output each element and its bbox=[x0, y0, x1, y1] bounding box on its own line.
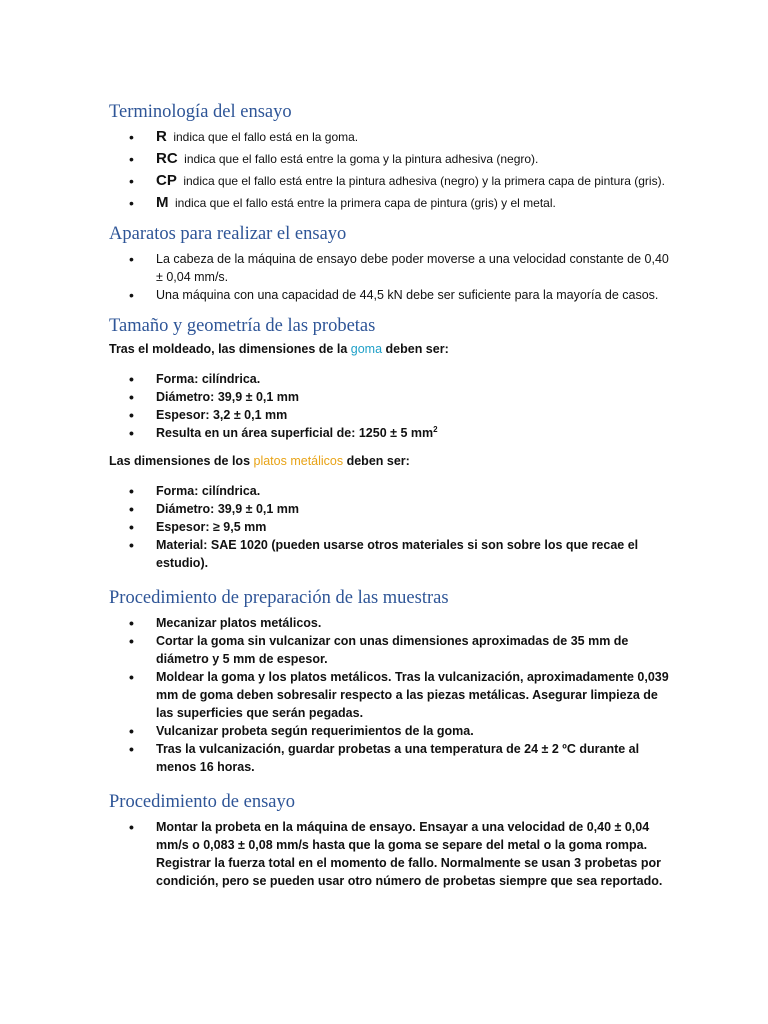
list-item: • Espesor: 3,2 ± 0,1 mm bbox=[109, 406, 669, 424]
list-item: • Cortar la goma sin vulcanizar con unas dimensiones aproximadas de 35 mm de diámetro y 5 mm de espesor. bbox=[109, 632, 669, 668]
section-title-terminology: Terminología del ensayo bbox=[109, 102, 292, 122]
section-geometry bbox=[109, 314, 669, 572]
procedure-list bbox=[109, 818, 669, 890]
rubber-word: goma bbox=[350, 342, 383, 356]
list-item: • Vulcanizar probeta según requerimientos de la goma. bbox=[109, 722, 669, 740]
plates-intro-post: deben ser: bbox=[343, 454, 410, 468]
term-text: indica que el fallo está entre la pintura adhesiva (negro) y la primera capa de pintura (gris). bbox=[183, 174, 665, 188]
preparation-list bbox=[109, 614, 669, 776]
rubber-area-text: Resulta en un área superficial de: 1250 ± 5 mm bbox=[156, 426, 434, 440]
term-text: indica que el fallo está en la goma. bbox=[173, 130, 359, 144]
term-code: R bbox=[156, 128, 167, 145]
document-content bbox=[109, 100, 669, 900]
plates-intro bbox=[109, 452, 669, 470]
rubber-dimensions-list bbox=[109, 370, 669, 442]
list-item: • Una máquina con una capacidad de 44,5 kN debe ser suficiente para la mayoría de casos. bbox=[109, 286, 669, 304]
terminology-list bbox=[109, 128, 669, 212]
plates-dimensions-list bbox=[109, 482, 669, 572]
term-code: RC bbox=[156, 150, 178, 167]
plates-intro-pre: Las dimensiones de los bbox=[109, 454, 254, 468]
section-title-apparatus: Aparatos para realizar el ensayo bbox=[109, 224, 347, 244]
list-item: • Espesor: ≥ 9,5 mm bbox=[109, 518, 669, 536]
section-apparatus bbox=[109, 222, 669, 304]
section-preparation bbox=[109, 586, 669, 776]
section-title-preparation: Procedimiento de preparación de las muestras bbox=[109, 588, 449, 608]
term-code: CP bbox=[156, 172, 177, 189]
term-text: indica que el fallo está entre la goma y la pintura adhesiva (negro). bbox=[184, 152, 539, 166]
list-item: • Forma: cilíndrica. bbox=[109, 370, 669, 388]
list-item bbox=[109, 128, 669, 146]
section-terminology bbox=[109, 100, 669, 212]
rubber-intro-pre: Tras el moldeado, las dimensiones de la bbox=[109, 342, 351, 356]
list-item: • Montar la probeta en la máquina de ensayo. Ensayar a una velocidad de 0,40 ± 0,04 mm/s o 0,083 ± 0,08 mm/s hasta que la goma se separe del metal o la goma rompa. Registrar la fuerza total en el momento de fallo. Normalmente se usan 3 probetas por condición, pero se pueden usar otro número de probetas siempre que sea reportado. bbox=[109, 818, 669, 890]
section-title-procedure: Procedimiento de ensayo bbox=[109, 792, 295, 812]
list-item: • Forma: cilíndrica. bbox=[109, 482, 669, 500]
section-procedure bbox=[109, 790, 669, 890]
apparatus-list bbox=[109, 250, 669, 304]
list-item: • Moldear la goma y los platos metálicos. Tras la vulcanización, aproximadamente 0,039 mm de goma deben sobresalir respecto a las piezas metálicas. Asegurar limpieza de las superficies que serán pegadas. bbox=[109, 668, 669, 722]
plates-word: platos metálicos bbox=[253, 454, 344, 468]
rubber-area-sup: 2 bbox=[433, 424, 438, 434]
list-item bbox=[109, 150, 669, 168]
list-item bbox=[109, 424, 669, 442]
list-item: • Diámetro: 39,9 ± 0,1 mm bbox=[109, 500, 669, 518]
list-item: • Tras la vulcanización, guardar probetas a una temperatura de 24 ± 2 ºC durante al menos 16 horas. bbox=[109, 740, 669, 776]
term-text: indica que el fallo está entre la primera capa de pintura (gris) y el metal. bbox=[174, 196, 556, 210]
rubber-intro-post: deben ser: bbox=[382, 342, 449, 356]
list-item bbox=[109, 194, 669, 212]
list-item: • Mecanizar platos metálicos. bbox=[109, 614, 669, 632]
section-title-geometry: Tamaño y geometría de las probetas bbox=[109, 316, 376, 336]
list-item: • La cabeza de la máquina de ensayo debe poder moverse a una velocidad constante de 0,40 ± 0,04 mm/s. bbox=[109, 250, 669, 286]
list-item: • Material: SAE 1020 (pueden usarse otros materiales si son sobre los que recae el estudio). bbox=[109, 536, 669, 572]
list-item bbox=[109, 172, 669, 190]
term-code: M bbox=[156, 194, 169, 211]
rubber-intro bbox=[109, 340, 669, 358]
list-item: • Diámetro: 39,9 ± 0,1 mm bbox=[109, 388, 669, 406]
